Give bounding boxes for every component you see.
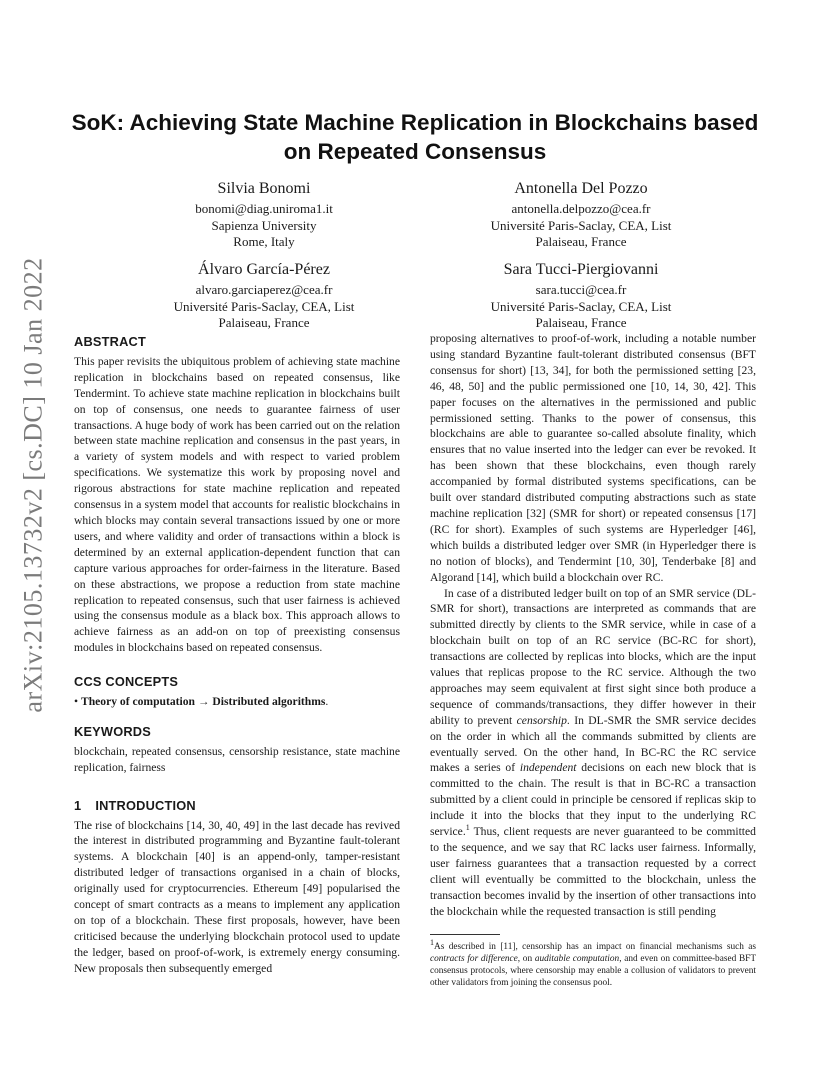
- author-name: Álvaro García-Pérez: [198, 261, 330, 278]
- author-name: Sara Tucci-Piergiovanni: [503, 261, 659, 278]
- author-location: Palaiseau, France: [535, 234, 627, 249]
- section-title: INTRODUCTION: [95, 797, 196, 813]
- author-location: Rome, Italy: [233, 234, 295, 249]
- right-column: [430, 331, 756, 989]
- author-email: sara.tucci@cea.fr: [535, 282, 627, 297]
- abstract-heading: ABSTRACT: [74, 334, 146, 349]
- introduction-paragraph: The rise of blockchains [14, 30, 40, 49] in the last decade has revived the interest in distributed programming and Byzantine fault-tolerant systems. A blockchain [40] is an append-only, tamper-resistant distributed ledger of transactions organised in a chain of blocks, originally used for cryptocurrencies. Ethereum [49] popularised the concept of smart contracts as a means to implement any application on top of a blockchain. These first proposals, however, have been criticised because the underlying blockchain protocol used to update the ledger, based on proof-of-work, is extremely energy consuming. New proposals then subsequently emerged: [74, 818, 400, 975]
- arxiv-stamp: [14, 257, 54, 713]
- footnote-divider: [430, 934, 500, 935]
- abstract-text: This paper revisits the ubiquitous problem of achieving state machine replication in blockchains based on repeated consensus, like Tendermint. To achieve state machine replication in blockchains built on top of consensus, one needs to guarantee fairness of user transactions. A huge body of work has been carried out on the relation between state machine replication and consensus in the past years, in a variety of system models and with respect to varied problem specifications. We systematize this work by proposing novel and rigorous abstractions for state machine replication and repeated consensus in a system model that accounts for realistic blockchains in which blocks may contain several transactions issued by one or more users, and where validity and order of transactions within a block is determined by an external application-dependent function that can capture various approaches for order-fairness in the literature. Based on these abstractions, we propose a reduction from state machine replication to repeated consensus, such that user fairness is achieved using the consensus module as a black box. This approach allows to achieve fairness as an add-on on top of preexisting consensus modules in blockchains based on repeated consensus.: [74, 354, 400, 655]
- section-number: 1: [74, 797, 82, 813]
- emphasis: independent: [519, 761, 577, 775]
- emphasis: censorship: [516, 713, 567, 727]
- left-column: [74, 334, 400, 977]
- author-affiliation: Université Paris-Saclay, CEA, List: [173, 298, 355, 314]
- author-affiliation: Université Paris-Saclay, CEA, List: [490, 217, 672, 233]
- keywords-text: blockchain, repeated consensus, censorship resistance, state machine replication, fairness: [74, 744, 400, 774]
- author-block: [114, 260, 414, 332]
- author-affiliation: Sapienza University: [211, 217, 317, 233]
- footnote-number: 1: [430, 937, 434, 947]
- footnote-mark: 1: [465, 823, 470, 833]
- keywords-heading: KEYWORDS: [74, 723, 151, 739]
- introduction-paragraph: In case of a distributed ledger built on top of an SMR service (DL-SMR for short), transactions are interpreted as commands that are submitted directly by clients to the SMR service, while in case of a blockchain built on top of an RC service (BC-RC for short), transactions are collected by replicas into blocks, which are the input values that replicas propose to the RC service. Although the two approaches may seem equivalent at first sight since both produce a sequence of commands/transactions, they differ however in their ability to prevent censorship. In DL-SMR the SMR service decides on the order in which all the commands submitted by clients are eventually served. On the other hand, In BC-RC the RC service makes a series of independent decisions on each new block that is committed to the chain. The result is that in BC-RC a transaction submitted by a client could in principle be censored if replicas skip to include it into the blocks that they input to the underlying RC service.$^1$ Thus, client requests are never guaranteed to be committed to the sequence, and we say that RC lacks user fairness. Informally, user fairness guarantees that a transaction requested by a correct client will eventually be committed to the blockchain, unless the transaction becomes invalid by the insertion of other transactions into the blockchain while the requested transaction is still pending: [430, 586, 757, 918]
- author-email: antonella.delpozzo@cea.fr: [511, 201, 651, 216]
- author-name: Antonella Del Pozzo: [514, 180, 648, 197]
- author-email: bonomi@diag.uniroma1.it: [195, 201, 333, 216]
- footnote: $^1$As described in [11], censorship has an impact on financial mechanisms such as contracts for difference, on auditable computation, and even on committee-based BFT consensus protocols, where censorship may enable a collusion of validators to prevent other validators from joining the consensus pool.: [430, 937, 756, 988]
- emphasis: auditable computation: [534, 953, 620, 964]
- arxiv-identifier: arXiv:2105.13732v2 [cs.DC] 10 Jan 2022: [19, 257, 48, 713]
- author-location: Palaiseau, France: [535, 315, 627, 330]
- author-affiliation: Université Paris-Saclay, CEA, List: [490, 298, 672, 314]
- author-location: Palaiseau, France: [218, 315, 310, 330]
- ccs-concept: Theory of computation → Distributed algorithms: [80, 695, 326, 709]
- ccs-heading: CCS CONCEPTS: [74, 674, 179, 690]
- author-block: [431, 179, 731, 251]
- paper-title: SoK: Achieving State Machine Replication in Blockchains based on Repeated Consensus: [71, 110, 759, 164]
- emphasis: contracts for difference: [430, 953, 518, 964]
- ccs-period: .: [325, 695, 329, 709]
- author-block: [114, 179, 414, 251]
- ccs-concepts: [74, 694, 400, 710]
- author-block: [431, 260, 731, 332]
- author-name: Silvia Bonomi: [217, 180, 311, 197]
- introduction-paragraph: proposing alternatives to proof-of-work, including a notable number using standard Byzantine fault-tolerant distributed consensus (BFT consensus for short) [13, 34], for both the permissioned setting [23, 46, 48, 50] and the public permissioned one [10, 14, 30, 42]. This paper focuses on the alternatives in the permissioned and public permissioned setting. Thanks to the power of consensus, this blockchains are able to guarantee so-called absolute finality, which ensures that no value inserted into the ledger can ever be revoked. It has been shown that these blockchains, even though rarely accompanied by formal distributed systems specifications, can be built over standard distributed computing abstractions such as state machine replication [32] (SMR for short) or repeated consensus [17] (RC for short). Examples of such systems are Hyperledger [46], which builds a distributed ledger over SMR (in Hyperledger there is no notion of blocks), and Tendermint [10, 30], Tenderbake [8] and Algorand [14], which build a blockchain over RC.: [430, 332, 756, 584]
- introduction-heading: [74, 798, 400, 814]
- author-email: alvaro.garciaperez@cea.fr: [195, 282, 333, 297]
- ccs-bullet: •: [74, 695, 79, 709]
